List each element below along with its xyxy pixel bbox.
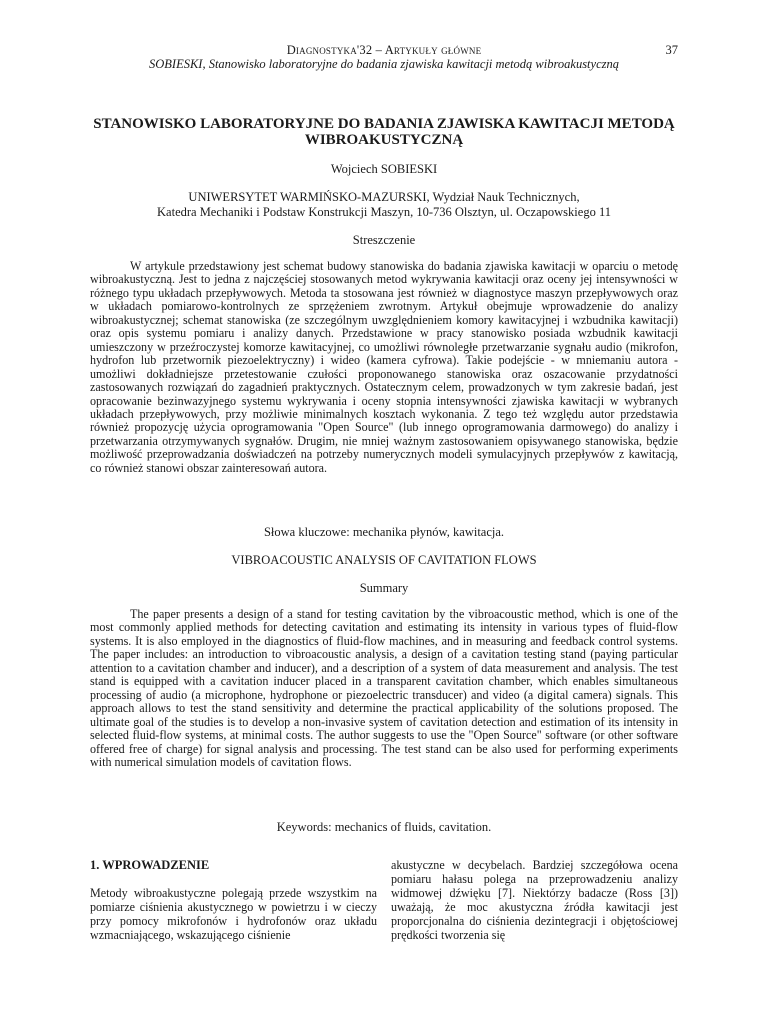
body-column-right — [391, 858, 678, 942]
section-paragraph-right: akustyczne w decybelach. Bardziej szczegółowa ocena pomiaru hałasu polega na przeprowadzeniu analizy widmowej dźwięku [7]. Niektórzy badacze (Ross [3]) uważają, że moc akustyczna źródła kawitacji jest proporcjonalna do ciśnienia dezintegracji i objętościowej prędkości tworzenia się — [391, 858, 678, 942]
author-name: Wojciech SOBIESKI — [330, 162, 438, 176]
affiliation-line-1: UNIWERSYTET WARMIŃSKO-MAZURSKI, Wydział Nauk Technicznych, — [188, 190, 580, 204]
section-heading: 1. WPROWADZENIE — [90, 858, 210, 872]
article-title-pl: STANOWISKO LABORATORYJNE DO BADANIA ZJAWISKA KAWITACJI METODĄ WIBROAKUSTYCZNĄ — [93, 116, 675, 148]
affiliation-line-2: Katedra Mechaniki i Podstaw Konstrukcji Maszyn, 10-736 Olsztyn, ul. Oczapowskiego 11 — [157, 205, 611, 219]
abstract-heading-pl: Streszczenie — [352, 233, 416, 247]
abstract-en: The paper presents a design of a stand for testing cavitation by the vibroacoustic method, which is one of the most commonly applied methods for detecting cavitation and estimating its intensity in various types of fluid-flow systems. It is also employed in the diagnostics of fluid-flow machines, and in measuring and feedback control systems. The paper includes: an introduction to vibroacoustic analysis, a design of a cavitation testing stand (paying particular attention to a cavitation chamber and inducer), and a description of a system of data measurement and analysis. The test stand is equipped with a cavitation inducer placed in a transparent cavitation chamber, which enables simultaneous processing of audio (a microphone, hydrophone or piezoelectric transducer) and video (a digital camera) signals. This approach allows to test the stand sensitivity and determine the practical applicability of the solutions proposed. The ultimate goal of the studies is to develop a non-invasive system of cavitation detection and estimation of its intensity in selected fluid-flow systems, at minimal costs. The author suggests to use the "Open Source" software (or other software offered free of charge) for signal analysis and processing. The test stand can be also used for performing experiments with numerical simulation models of cavitation flows. — [90, 607, 678, 769]
body-column-left — [90, 858, 377, 942]
running-title: SOBIESKI, Stanowisko laboratoryjne do badania zjawiska kawitacji metodą wibroakustyczną — [149, 57, 619, 71]
keywords-pl: Słowa kluczowe: mechanika płynów, kawitacja. — [263, 525, 505, 539]
affiliation — [90, 190, 678, 220]
keywords-en: Keywords: mechanics of fluids, cavitation. — [276, 820, 492, 834]
page-number: 37 — [665, 43, 678, 57]
abstract-heading-en: Summary — [359, 581, 409, 595]
abstract-pl: W artykule przedstawiony jest schemat budowy stanowiska do badania zjawiska kawitacji w oparciu o metodę wibroakustyczną. Jest to jedna z najczęściej stosowanych metod wykrywania kawitacji oraz oceny jej intensywności w różnego typu układach przepływowych. Metoda ta stosowana jest również w diagnostyce maszyn przepływowych oraz w układach pomiarowo-kontrolnych ze sprzężeniem zwrotnym. Artykuł obejmuje wprowadzenie do analizy wibroakustycznej; schemat stanowiska (ze szczególnym uwzględnieniem komory kawitacyjnej i wzbudnika kawitacji) oraz opis systemu pomiaru i analizy danych. Przedstawione w pracy stanowisko posiada wzbudnik kawitacji umieszczony w przeźroczystej komorze kawitacyjnej, co umożliwi równoległe przetwarzanie sygnału audio (mikrofon, hydrofon lub przetwornik piezoelektryczny) i wideo (kamera cyfrowa). Takie podejście - w mniemaniu autora - umożliwi dokładniejsze przetestowanie czułości proponowanego stanowiska oraz oszacowanie przydatności zastosowanych rozwiązań do zagadnień praktycznych. Ostatecznym celem, prowadzonych w tym zakresie badań, jest opracowanie bezinwazyjnego systemu wykrywania i oceny stopnia intensywności zjawiska kawitacji w wybranych układach przepływowych, przy możliwie minimalnych kosztach wykonania. Z tego też względu autor przedstawia również propozycję użycia oprogramowania "Open Source" (lub innego oprogramowania darmowego) do analizy i przetwarzania otrzymywanych sygnałów. Drugim, nie mniej ważnym zastosowaniem opisywanego stanowiska, będzie możliwość przeprowadzania doświadczeń na potrzeby numerycznych modeli symulacyjnych przepływów z kawitacją, co również stanowi obszar zainteresowań autora. — [90, 259, 678, 475]
article-title-en: VIBROACOUSTIC ANALYSIS OF CAVITATION FLOWS — [231, 553, 537, 567]
section-paragraph-left: Metody wibroakustyczne polegają przede wszystkim na pomiarze ciśnienia akustycznego w powietrzu i w cieczy przy pomocy mikrofonów i hydrofonów oraz układu wzmacniającego, wskazującego ciśnienie — [90, 886, 377, 942]
journal-running-head: Diagnostyka'32 – Artykuły główne — [286, 43, 482, 57]
